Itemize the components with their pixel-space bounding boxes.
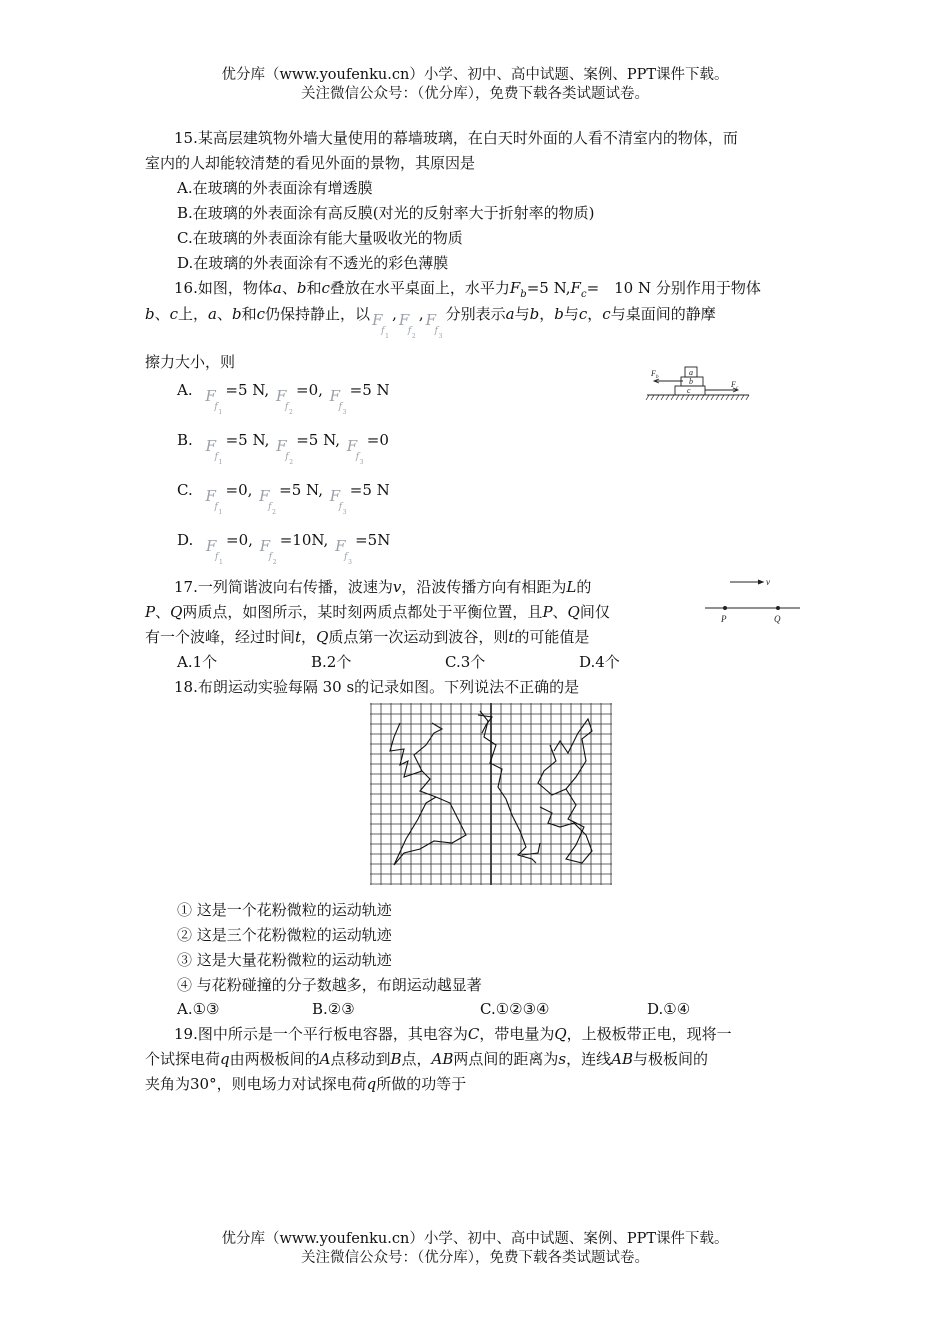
q17-option-c: C.3个 <box>445 653 486 671</box>
fig-label-b: b <box>689 377 693 386</box>
page-header-line2: 关注微信公众号：（优分库），免费下载各类试题试卷。 <box>301 86 649 102</box>
q17-line2: P、Q两质点，如图所示，某时刻两质点都处于平衡位置，且P、Q间仅 <box>145 603 610 621</box>
q16-option-a: A. F f 1 =5 N, F f 2 =0, F f 3 =5 N <box>177 381 390 416</box>
q17-option-a: A.1个 <box>177 653 218 671</box>
page-header-line1: 优分库（www.youfenku.cn）小学、初中、高中试题、案例、PPT课件下载。 <box>221 67 729 83</box>
q17-line1: 17.一列简谐波向右传播，波速为v，沿波传播方向有相距为L的 <box>174 578 592 596</box>
q17-option-d: D.4个 <box>579 653 620 671</box>
q19-line1: 19.图中所示是一个平行板电容器，其电容为C，带电量为Q，上极板带正电，现将一 <box>174 1025 732 1043</box>
svg-text:Q: Q <box>774 614 781 624</box>
trajectory-3b <box>540 789 592 863</box>
page-footer-line1: 优分库（www.youfenku.cn）小学、初中、高中试题、案例、PPT课件下载。 <box>221 1231 729 1247</box>
page-footer-line2: 关注微信公众号：（优分库），免费下载各类试题试卷。 <box>301 1250 649 1266</box>
svg-text:c: c <box>736 386 739 391</box>
trajectory-1b <box>394 771 466 865</box>
q19-line3: 夹角为30°，则电场力对试探电荷q所做的功等于 <box>145 1075 467 1093</box>
q18-statement-1: ① 这是一个花粉微粒的运动轨迹 <box>177 901 392 919</box>
trajectory-3 <box>538 719 592 795</box>
q15-line2: 室内的人却能较清楚的看见外面的景物，其原因是 <box>145 154 476 172</box>
friction-symbol-f1: F f 1 <box>372 311 389 340</box>
q19-line2: 个试探电荷q由两极板间的A点移动到B点，AB两点间的距离为s，连线AB与极板间的 <box>145 1050 709 1068</box>
q16-blocks-figure <box>645 362 753 408</box>
q16-option-c: C. F f 1 =0, F f 2 =5 N, F f 3 =5 N <box>177 481 390 516</box>
svg-text:b: b <box>656 375 659 380</box>
fig-label-fb: F <box>651 369 656 378</box>
q17-wave-figure <box>700 574 805 626</box>
q18-option-a: A.①③ <box>177 1000 220 1018</box>
q17-line3: 有一个波峰，经过时间t，Q质点第一次运动到波谷，则t的可能值是 <box>145 628 590 646</box>
q15-line1: 15.某高层建筑物外墙大量使用的幕墙玻璃，在白天时外面的人看不清室内的物体，而 <box>174 129 738 147</box>
q17-option-b: B.2个 <box>311 653 352 671</box>
point-p <box>723 606 727 610</box>
q18-stem: 18.布朗运动实验每隔 30 s的记录如图。下列说法不正确的是 <box>174 678 580 696</box>
brownian-motion-grid-figure <box>370 703 612 885</box>
q15-option-a: A.在玻璃的外表面涂有增透膜 <box>177 179 373 197</box>
q16-option-b: B. F f 1 =5 N, F f 2 =5 N, F f 3 =0 <box>177 431 389 466</box>
q15-option-d: D.在玻璃的外表面涂有不透光的彩色薄膜 <box>177 254 449 272</box>
friction-symbol-f2: F f 2 <box>398 311 416 340</box>
q16-option-d: D. F f 1 =0, F f 2 =10N, F f 3 =5N <box>177 531 391 566</box>
q16-line2: b、c上，a、b和c仍保持静止，以 F f 1 , F f 2 , F f 3 分别表示a与b，b与c，c与桌面间的静摩 <box>145 305 716 340</box>
q18-option-c: C.①②③④ <box>480 1000 550 1018</box>
point-q <box>776 606 780 610</box>
q16-line1: 16.如图，物体a、b和c叠放在水平桌面上，水平力$F_b=5$ $N,F_c=$ 10 N 分别作用于物体 <box>174 279 761 300</box>
q16-line3: 擦力大小，则 <box>145 353 236 371</box>
q18-statement-4: ④ 与花粉碰撞的分子数越多，布朗运动越显著 <box>177 976 482 994</box>
svg-text:P: P <box>721 614 727 624</box>
fig-label-c: c <box>687 386 691 395</box>
fig-label-a: a <box>689 368 693 377</box>
svg-text:v: v <box>766 577 770 587</box>
friction-symbol-f3: F f 3 <box>425 311 443 340</box>
q18-statement-2: ② 这是三个花粉微粒的运动轨迹 <box>177 926 392 944</box>
q18-statement-3: ③ 这是大量花粉微粒的运动轨迹 <box>177 951 392 969</box>
trajectory-1 <box>390 723 442 777</box>
q15-option-b: B.在玻璃的外表面涂有高反膜(对光的反射率大于折射率的物质) <box>177 204 595 222</box>
fig-label-fc: F <box>731 380 736 389</box>
q18-option-d: D.①④ <box>647 1000 691 1018</box>
q15-option-c: C.在玻璃的外表面涂有能大量吸收光的物质 <box>177 229 463 247</box>
q18-option-b: B.②③ <box>312 1000 355 1018</box>
